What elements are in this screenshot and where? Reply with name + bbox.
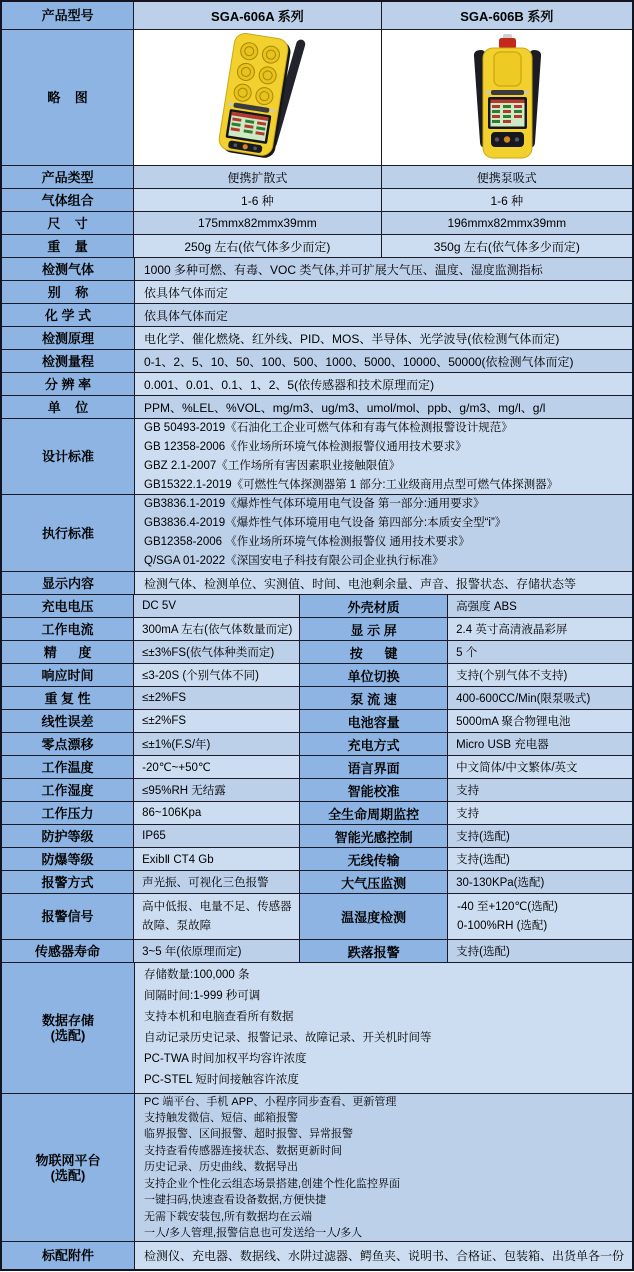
spec-label: 工作压力 (2, 802, 134, 825)
spec-value: 30-130KPa(选配) (448, 871, 632, 894)
spec-value: 检测气体、检测单位、实测值、时间、电池剩余量、声音、报警状态、存储状态等 (135, 572, 632, 595)
spec-label (2, 1094, 135, 1242)
spec-value: 中文简体/中文繁体/英文 (448, 756, 632, 779)
spec-label-line: 数据存储 (41, 1013, 94, 1028)
feature-line: 一键扫码,快速查看设备数据,方便快捷 (144, 1194, 327, 1207)
spec-value-a: 175mmx82mmx39mm (134, 212, 381, 235)
row-sensor-life (2, 940, 632, 963)
spec-label: 显 示 屏 (300, 618, 448, 641)
spec-value: 3~5 年(依原理而定) (134, 940, 300, 963)
spec-label: 全生命周期监控 (300, 802, 448, 825)
spec-value: 依具体气体而定 (135, 304, 632, 327)
row-gas-combination (2, 189, 632, 212)
spec-label: 外壳材质 (300, 595, 448, 618)
spec-value: 1000 多种可燃、有毒、VOC 类气体,并可扩展大气压、温度、湿度监测指标 (135, 258, 632, 281)
sga-606b-device-image (407, 33, 607, 163)
spec-label: 响应时间 (2, 664, 134, 687)
spec-label (2, 963, 135, 1094)
sga-606a-device-image (157, 33, 357, 163)
spec-value: 支持(个别气体不支持) (448, 664, 632, 687)
row-detection-range (2, 350, 632, 373)
row-product-type (2, 166, 632, 189)
spec-label: 智能校准 (300, 779, 448, 802)
row-units (2, 396, 632, 419)
data-storage-list (135, 963, 632, 1094)
row-repeatability (2, 687, 632, 710)
spec-label: 气体组合 (2, 189, 134, 212)
spec-label: 重 量 (2, 235, 134, 258)
spec-label-line: (选配) (50, 1028, 86, 1043)
spec-label: 标配附件 (2, 1242, 135, 1269)
row-standard-accessories (2, 1242, 632, 1269)
feature-line: PC-TWA 时间加权平均容许浓度 (144, 1053, 307, 1065)
spec-label: 按 键 (300, 641, 448, 664)
spec-label: 工作湿度 (2, 779, 134, 802)
spec-value: -20℃~+50℃ (134, 756, 300, 779)
spec-value: 支持 (448, 779, 632, 802)
row-alias (2, 281, 632, 304)
row-executive-standard (2, 495, 632, 572)
spec-value: IP65 (134, 825, 300, 848)
row-accuracy (2, 641, 632, 664)
spec-label: 跌落报警 (300, 940, 448, 963)
spec-label: 充电方式 (300, 733, 448, 756)
feature-line: 一人/多人管理,报警信息也可发送给一人/多人 (144, 1226, 363, 1239)
temp-humidity-values (448, 894, 632, 940)
feature-line: 历史记录、历史曲线、数据导出 (144, 1161, 298, 1174)
spec-value: DC 5V (134, 595, 300, 618)
spec-label: 线性误差 (2, 710, 134, 733)
spec-label: 检测原理 (2, 327, 135, 350)
spec-value: 电化学、催化燃烧、红外线、PID、MOS、半导体、光学波导(依检测气体而定) (135, 327, 632, 350)
spec-label: 电池容量 (300, 710, 448, 733)
spec-label: 设计标准 (2, 419, 135, 495)
row-iot-platform (2, 1094, 632, 1242)
spec-label: 产品类型 (2, 166, 134, 189)
pump-inlet-cap-icon (499, 38, 516, 49)
spec-value: 86~106Kpa (134, 802, 300, 825)
row-zero-drift (2, 733, 632, 756)
feature-line: 存储数量:100,000 条 (144, 969, 250, 981)
spec-value: ≤3-20S (个别气体不同) (134, 664, 300, 687)
spec-value: 400-600CC/Min(限泵吸式) (448, 687, 632, 710)
spec-label: 别 称 (2, 281, 135, 304)
standard-line: Q/SGA 01-2022《深国安电子科技有限公司企业执行标准》 (144, 555, 444, 567)
iot-platform-list (135, 1094, 632, 1242)
executive-standard-list (135, 495, 632, 572)
standard-line: GB 50493-2019《石油化工企业可燃气体和有毒气体检测报警设计规范》 (144, 421, 513, 434)
spec-value: 0.001、0.01、0.1、1、2、5(依传感器和技术原理而定) (135, 373, 632, 396)
spec-value: 高强度 ABS (448, 595, 632, 618)
spec-value: 0-1、2、5、10、50、100、500、1000、5000、10000、50000(依检测气体而定) (135, 350, 632, 373)
spec-label: 泵 流 速 (300, 687, 448, 710)
row-working-pressure (2, 802, 632, 825)
spec-value: 2.4 英寸高清液晶彩屏 (448, 618, 632, 641)
row-dimensions (2, 212, 632, 235)
spec-value: 5000mA 聚合物锂电池 (448, 710, 632, 733)
device-b-image-cell (382, 30, 632, 166)
spec-value: PPM、%LEL、%VOL、mg/m3、ug/m3、umol/mol、ppb、g/m3、mg/l、g/l (135, 396, 632, 419)
feature-line: 支持本机和电脑查看所有数据 (144, 1011, 294, 1023)
row-working-temperature (2, 756, 632, 779)
row-protection-rating (2, 825, 632, 848)
standard-line: GB15322.1-2019《可燃性气体探测器第 1 部分:工业级商用点型可燃气体探测器》 (144, 478, 559, 491)
spec-label: 显示内容 (2, 572, 135, 595)
feature-line: 支持企业个性化云组态场景搭建,创建个性化监控界面 (144, 1177, 401, 1190)
standard-line: GB12358-2006 《作业场所环境气体检测报警仪 通用技术要求》 (144, 536, 470, 548)
spec-label: 工作电流 (2, 618, 134, 641)
series-a-header: SGA-606A 系列 (134, 2, 381, 30)
spec-label: 产品型号 (2, 2, 134, 30)
row-chemical-formula (2, 304, 632, 327)
row-design-standard (2, 419, 632, 495)
spec-value-a: 便携扩散式 (134, 166, 381, 189)
spec-label-line: 物联网平台 (35, 1152, 101, 1168)
feature-line: 无需下载安装包,所有数据均在云端 (144, 1210, 313, 1223)
spec-value: 高中低报、电量不足、传感器故障、泵故障 (142, 900, 292, 932)
feature-line: 支持查看传感器连接状态、数据更新时间 (144, 1144, 342, 1157)
design-standard-list (135, 419, 632, 495)
spec-value-b: 196mmx82mmx39mm (382, 212, 632, 235)
spec-value-a: 1-6 种 (134, 189, 381, 212)
spec-label: 报警信号 (2, 894, 134, 940)
row-alarm-mode (2, 871, 632, 894)
spec-value: Micro USB 充电器 (448, 733, 632, 756)
spec-label: 检测气体 (2, 258, 135, 281)
spec-value: 0-100%RH (选配) (457, 919, 548, 932)
row-response-time (2, 664, 632, 687)
spec-value: 5 个 (448, 641, 632, 664)
spec-value: ≤±2%FS (134, 710, 300, 733)
spec-value: 支持 (448, 802, 632, 825)
spec-value: ≤95%RH 无结露 (134, 779, 300, 802)
spec-value: 支持(选配) (448, 848, 632, 871)
spec-value: ≤±2%FS (134, 687, 300, 710)
spec-label: 单 位 (2, 396, 135, 419)
spec-value: -40 至+120℃(选配) (457, 900, 558, 913)
row-resolution (2, 373, 632, 396)
top-inset (494, 52, 521, 86)
spec-value: 300mA 左右(依气体数量而定) (134, 618, 300, 641)
spec-label: 单位切换 (300, 664, 448, 687)
spec-value-b: 1-6 种 (382, 189, 632, 212)
spec-label: 工作温度 (2, 756, 134, 779)
spec-label: 报警方式 (2, 871, 134, 894)
standard-line: GBZ 2.1-2007《工作场所有害因素职业接触限值》 (144, 459, 401, 472)
spec-value: 检测仪、充电器、数据线、水阱过滤器、鳄鱼夹、说明书、合格证、包装箱、出货单各一份 (135, 1242, 632, 1269)
series-b-header: SGA-606B 系列 (382, 2, 632, 30)
spec-label: 大气压监测 (300, 871, 448, 894)
spec-value: ExibⅡ CT4 Gb (134, 848, 300, 871)
row-working-humidity (2, 779, 632, 802)
spec-label: 零点漂移 (2, 733, 134, 756)
spec-value: ≤±3%FS(依气体种类而定) (134, 641, 300, 664)
feature-line: 支持触发微信、短信、邮箱报警 (144, 1112, 298, 1125)
spec-label: 智能光感控制 (300, 825, 448, 848)
spec-value-b: 350g 左右(依气体多少而定) (382, 235, 632, 258)
spec-label: 略 图 (2, 30, 134, 166)
row-weight (2, 235, 632, 258)
spec-value: 依具体气体而定 (135, 281, 632, 304)
spec-label: 语言界面 (300, 756, 448, 779)
row-detected-gases (2, 258, 632, 281)
row-charging-voltage (2, 595, 632, 618)
spec-value: 声光振、可视化三色报警 (134, 871, 300, 894)
feature-line: PC 端平台、手机 APP、小程序同步查看、更新管理 (144, 1095, 397, 1108)
feature-line: PC-STEL 短时间接触容许浓度 (144, 1074, 299, 1086)
spec-label: 温湿度检测 (300, 894, 448, 940)
spec-value-a: 250g 左右(依气体多少而定) (134, 235, 381, 258)
spec-value: ≤±1%(F.S/年) (134, 733, 300, 756)
row-display-content (2, 572, 632, 595)
spec-label: 执行标准 (2, 495, 135, 572)
feature-line: 间隔时间:1-999 秒可调 (144, 990, 261, 1002)
row-explosion-proof-rating (2, 848, 632, 871)
spec-label: 防护等级 (2, 825, 134, 848)
logo-strip (491, 90, 524, 95)
spec-label: 检测量程 (2, 350, 135, 373)
row-linearity-error (2, 710, 632, 733)
feature-line: 临界报警、区间报警、超时报警、异常报警 (144, 1128, 353, 1141)
standard-line: GB3836.1-2019《爆炸性气体环境用电气设备 第一部分:通用要求》 (144, 498, 485, 510)
spec-label: 重 复 性 (2, 687, 134, 710)
spec-label: 化 学 式 (2, 304, 135, 327)
standard-line: GB 12358-2006《作业场所环境气体检测报警仪通用技术要求》 (144, 440, 467, 453)
spec-label: 充电电压 (2, 595, 134, 618)
row-product-model (2, 2, 632, 30)
spec-label: 传感器寿命 (2, 940, 134, 963)
row-working-current (2, 618, 632, 641)
standard-line: GB3836.4-2019《爆炸性气体环境用电气设备 第四部分:本质安全型“i”》 (144, 517, 507, 529)
spec-value: 支持(选配) (448, 825, 632, 848)
row-sketch-images (2, 30, 632, 166)
spec-label-line: (选配) (50, 1167, 86, 1183)
spec-label: 精 度 (2, 641, 134, 664)
spec-value: 支持(选配) (448, 940, 632, 963)
spec-label: 无线传输 (300, 848, 448, 871)
row-detection-principle (2, 327, 632, 350)
spec-label: 防爆等级 (2, 848, 134, 871)
row-alarm-signals (2, 894, 632, 940)
device-a-image-cell (134, 30, 381, 166)
row-data-storage (2, 963, 632, 1094)
spec-value-b: 便携泵吸式 (382, 166, 632, 189)
spec-label: 分 辨 率 (2, 373, 135, 396)
feature-line: 自动记录历史记录、报警记录、故障记录、开关机时间等 (144, 1032, 432, 1044)
spec-label: 尺 寸 (2, 212, 134, 235)
